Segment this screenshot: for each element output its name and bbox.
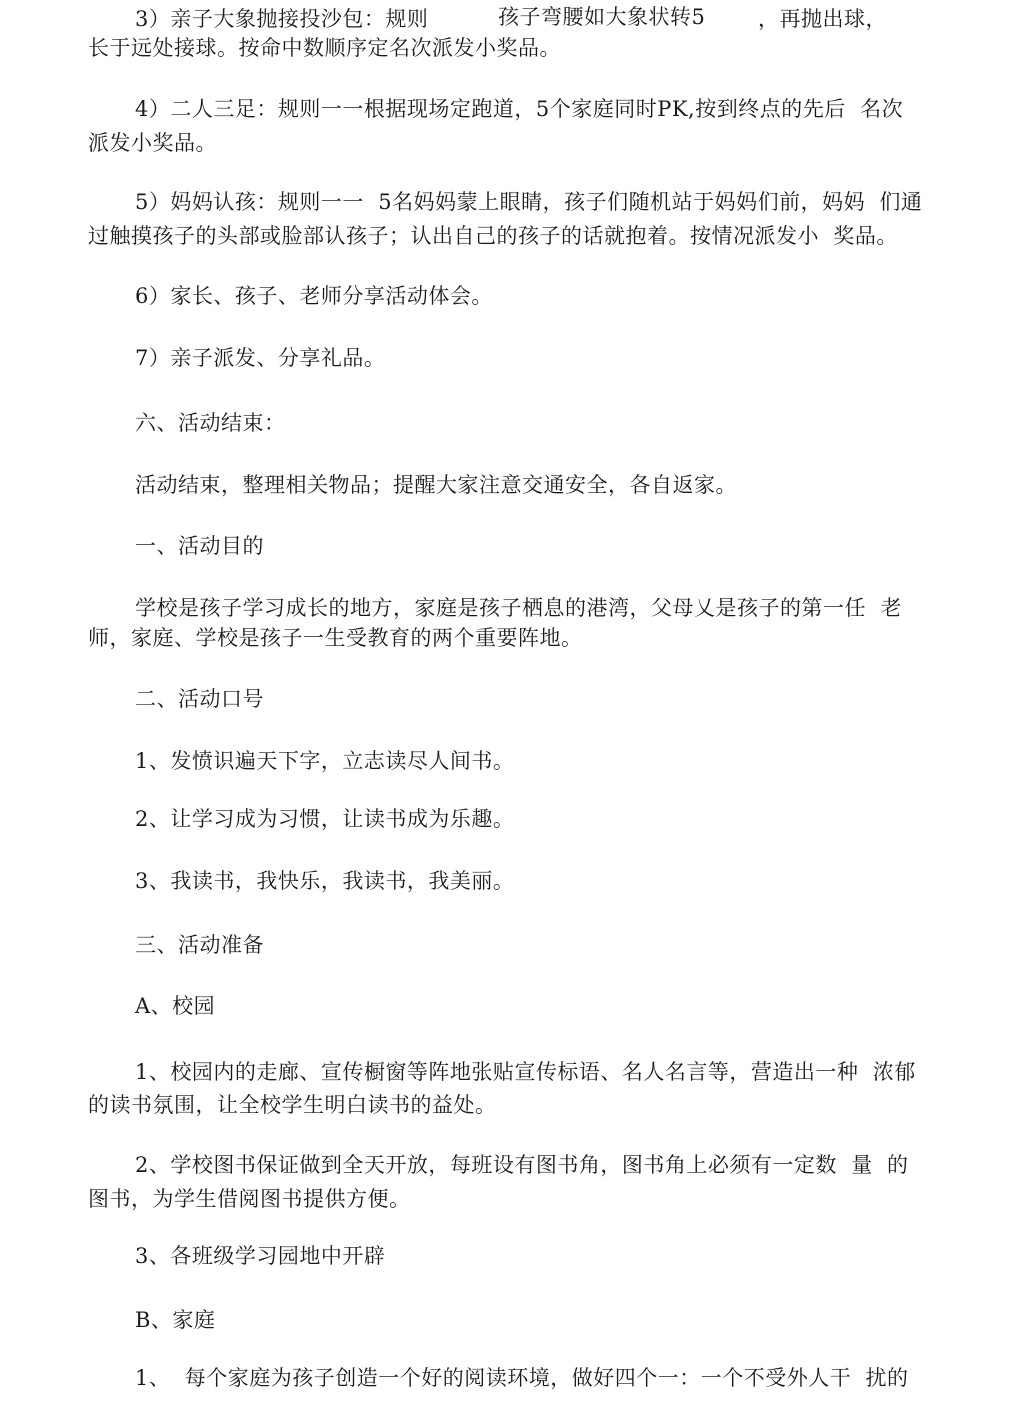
item3-line1-c: ，再抛出球， [758,7,887,31]
section6-text: 活动结束，整理相关物品；提醒大家注意交通安全，各自返家。 [135,473,737,497]
purpose-title: 一、活动目的 [135,534,264,558]
slogan-1: 1、发愤识遍天下字，立志读尽人间书。 [135,749,515,773]
item3-line1-b: 孩子弯腰如大象状转5 [498,5,706,29]
item3-line1-a: 3）亲子大象抛接投沙包：规则 [135,7,429,31]
campus-1-line2: 的读书氛围，让全校学生明白读书的益处。 [88,1093,497,1117]
slogan-2: 2、让学习成为习惯，让读书成为乐趣。 [135,807,515,831]
item5-line2: 过触摸孩子的头部或脸部认孩子；认出自己的孩子的话就抱着。按情况派发小 奖品。 [88,224,898,248]
campus-3: 3、各班级学习园地中开辟 [135,1244,386,1268]
prep-title: 三、活动准备 [135,933,264,957]
purpose-line2: 师，家庭、学校是孩子一生受教育的两个重要阵地。 [88,626,583,650]
item6: 6）家长、孩子、老师分享活动体会。 [135,284,493,308]
slogan-title: 二、活动口号 [135,687,264,711]
campus-2-line1: 2、学校图书保证做到全天开放，每班设有图书角，图书角上必须有一定数 量 的 [135,1153,909,1177]
section6-title: 六、活动结束： [135,411,286,435]
campus-1-line1: 1、校园内的走廊、宣传橱窗等阵地张贴宣传标语、名人名言等，营造出一种 浓郁 [135,1060,916,1084]
campus-2-line2: 图书，为学生借阅图书提供方便。 [88,1187,411,1211]
item4-line2: 派发小奖品。 [88,131,217,155]
family-title: B、家庭 [135,1308,216,1332]
slogan-3: 3、我读书，我快乐，我读书，我美丽。 [135,869,515,893]
item5-line1: 5）妈妈认孩：规则一一 5名妈妈蒙上眼睛，孩子们随机站于妈妈们前，妈妈 们通 [135,190,923,214]
campus-title: A、校园 [135,994,216,1018]
item3-line2: 长于远处接球。按命中数顺序定名次派发小奖品。 [88,36,561,60]
item7: 7）亲子派发、分享礼品。 [135,346,386,370]
item4-line1: 4）二人三足：规则一一根据现场定跑道，5个家庭同时PK,按到终点的先后 名次 [135,97,904,121]
family-1: 1、 每个家庭为孩子创造一个好的阅读环境，做好四个一：一个不受外人干 扰的 [135,1366,909,1390]
purpose-line1: 学校是孩子学习成长的地方，家庭是孩子栖息的港湾，父母乂是孩子的第一任 老 [135,596,902,620]
